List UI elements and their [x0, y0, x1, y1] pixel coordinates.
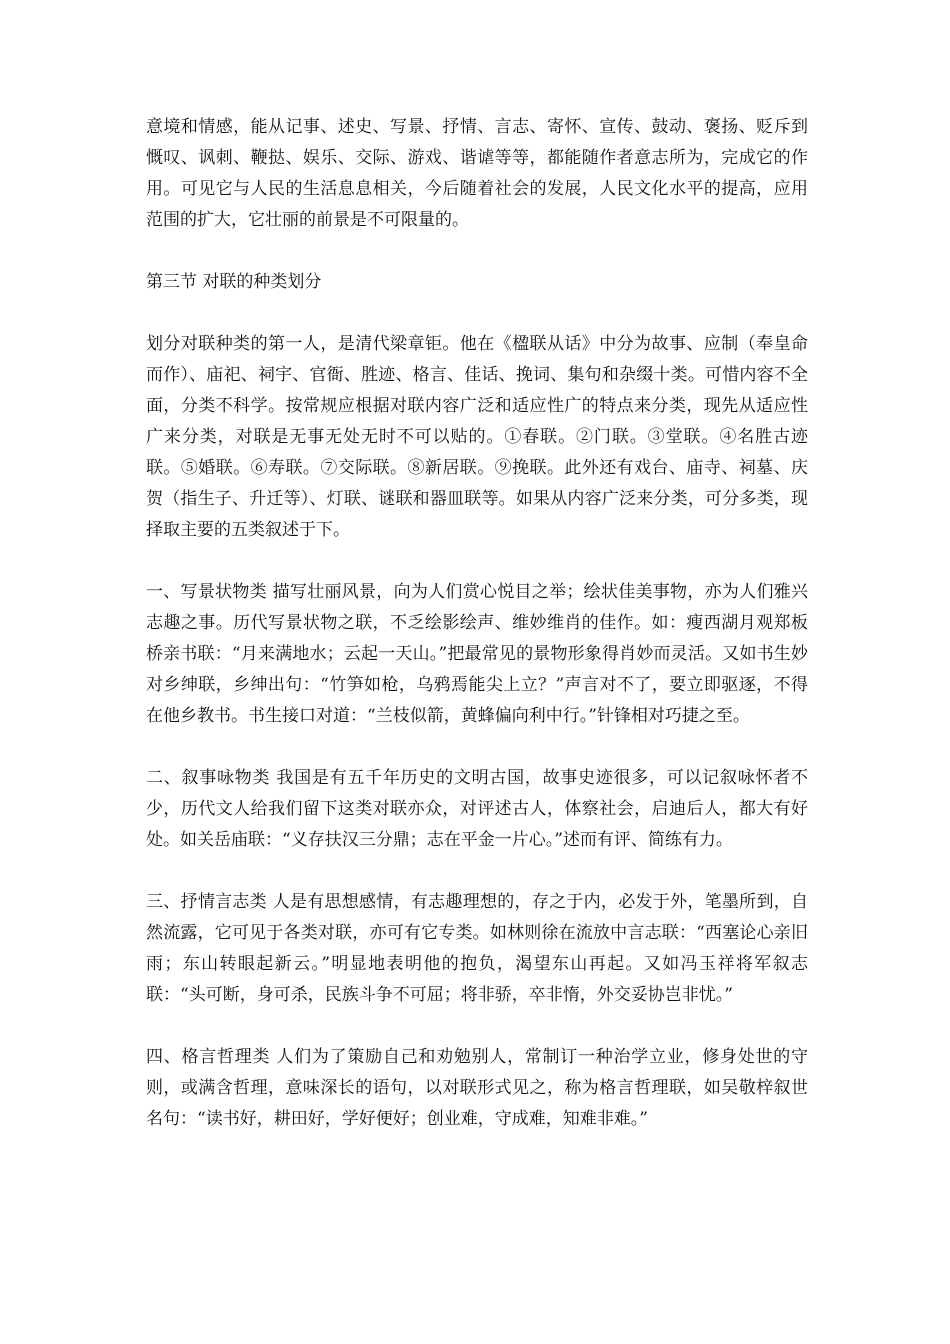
paragraph-classification: 划分对联种类的第一人，是清代梁章钜。他在《楹联从话》中分为故事、应制（奉皇命而作）、庙祀、祠宇、官衙、胜迹、格言、佳话、挽词、集句和杂缀十类。可惜内容不全面，分类不科学。按常规应根据对联内容广泛和适应性广的特点来分类，现先从适应性广来分类，对联是无事无处无时不可以贴的。①春联。②门联。③堂联。④名胜古迹联。⑤婚联。⑥寿联。⑦交际联。⑧新居联。⑨挽联。此外还有戏台、庙寺、祠墓、庆贺（指生子、升迁等）、灯联、谜联和器皿联等。如果从内容广泛来分类，可分多类，现择取主要的五类叙述于下。 — [146, 334, 808, 540]
paragraph-category-4: 四、格言哲理类 人们为了策励自己和劝勉别人，常制订一种治学立业，修身处世的守则，或满含哲理，意味深长的语句，以对联形式见之，称为格言哲理联，如吴敬梓叙世名句：“读书好，耕田好，学好便好；创业难，守成难，知难非难。” — [146, 1047, 808, 1129]
paragraph-category-1: 一、写景状物类 描写壮丽风景，向为人们赏心悦目之举；绘状佳美事物，亦为人们雅兴志趣之事。历代写景状物之联，不乏绘影绘声、维妙维肖的佳作。如：瘦西湖月观郑板桥亲书联：“月来满地水；云起一天山。”把最常见的景物形象得肖妙而灵活。又如书生妙对乡绅联，乡绅出句：“竹笋如枪，乌鸦焉能尖上立？”声言对不了，要立即驱逐，不得在他乡教书。书生接口对道：“兰枝似箭，黄蜂偏向利中行。”针锋相对巧捷之至。 — [146, 582, 808, 726]
paragraph-category-3: 三、抒情言志类 人是有思想感情，有志趣理想的，存之于内，必发于外，笔墨所到，自然流露，它可见于各类对联，亦可有它专类。如林则徐在流放中言志联：“西塞论心亲旧雨；东山转眼起新云。”明显地表明他的抱负，渴望东山再起。又如冯玉祥将军叙志联：“头可断，身可杀，民族斗争不可屈；将非骄，卒非惰，外交妥协岂非忧。” — [146, 892, 808, 1005]
section-heading: 第三节 对联的种类划分 — [146, 272, 322, 292]
paragraph-category-2: 二、叙事咏物类 我国是有五千年历史的文明古国，故事史迹很多，可以记叙咏怀者不少，历代文人给我们留下这类对联亦众，对评述古人，体察社会，启迪后人，都大有好处。如关岳庙联：“义存扶汉三分鼎；志在平金一片心。”述而有评、简练有力。 — [146, 768, 808, 850]
document-page — [146, 112, 808, 1166]
paragraph-intro: 意境和情感，能从记事、述史、写景、抒情、言志、寄怀、宣传、鼓动、褒扬、贬斥到慨叹、讽刺、鞭挞、娱乐、交际、游戏、谐谑等等，都能随作者意志所为，完成它的作用。可见它与人民的生活息息相关，今后随着社会的发展，人民文化水平的提高，应用范围的扩大，它壮丽的前景是不可限量的。 — [146, 117, 808, 230]
